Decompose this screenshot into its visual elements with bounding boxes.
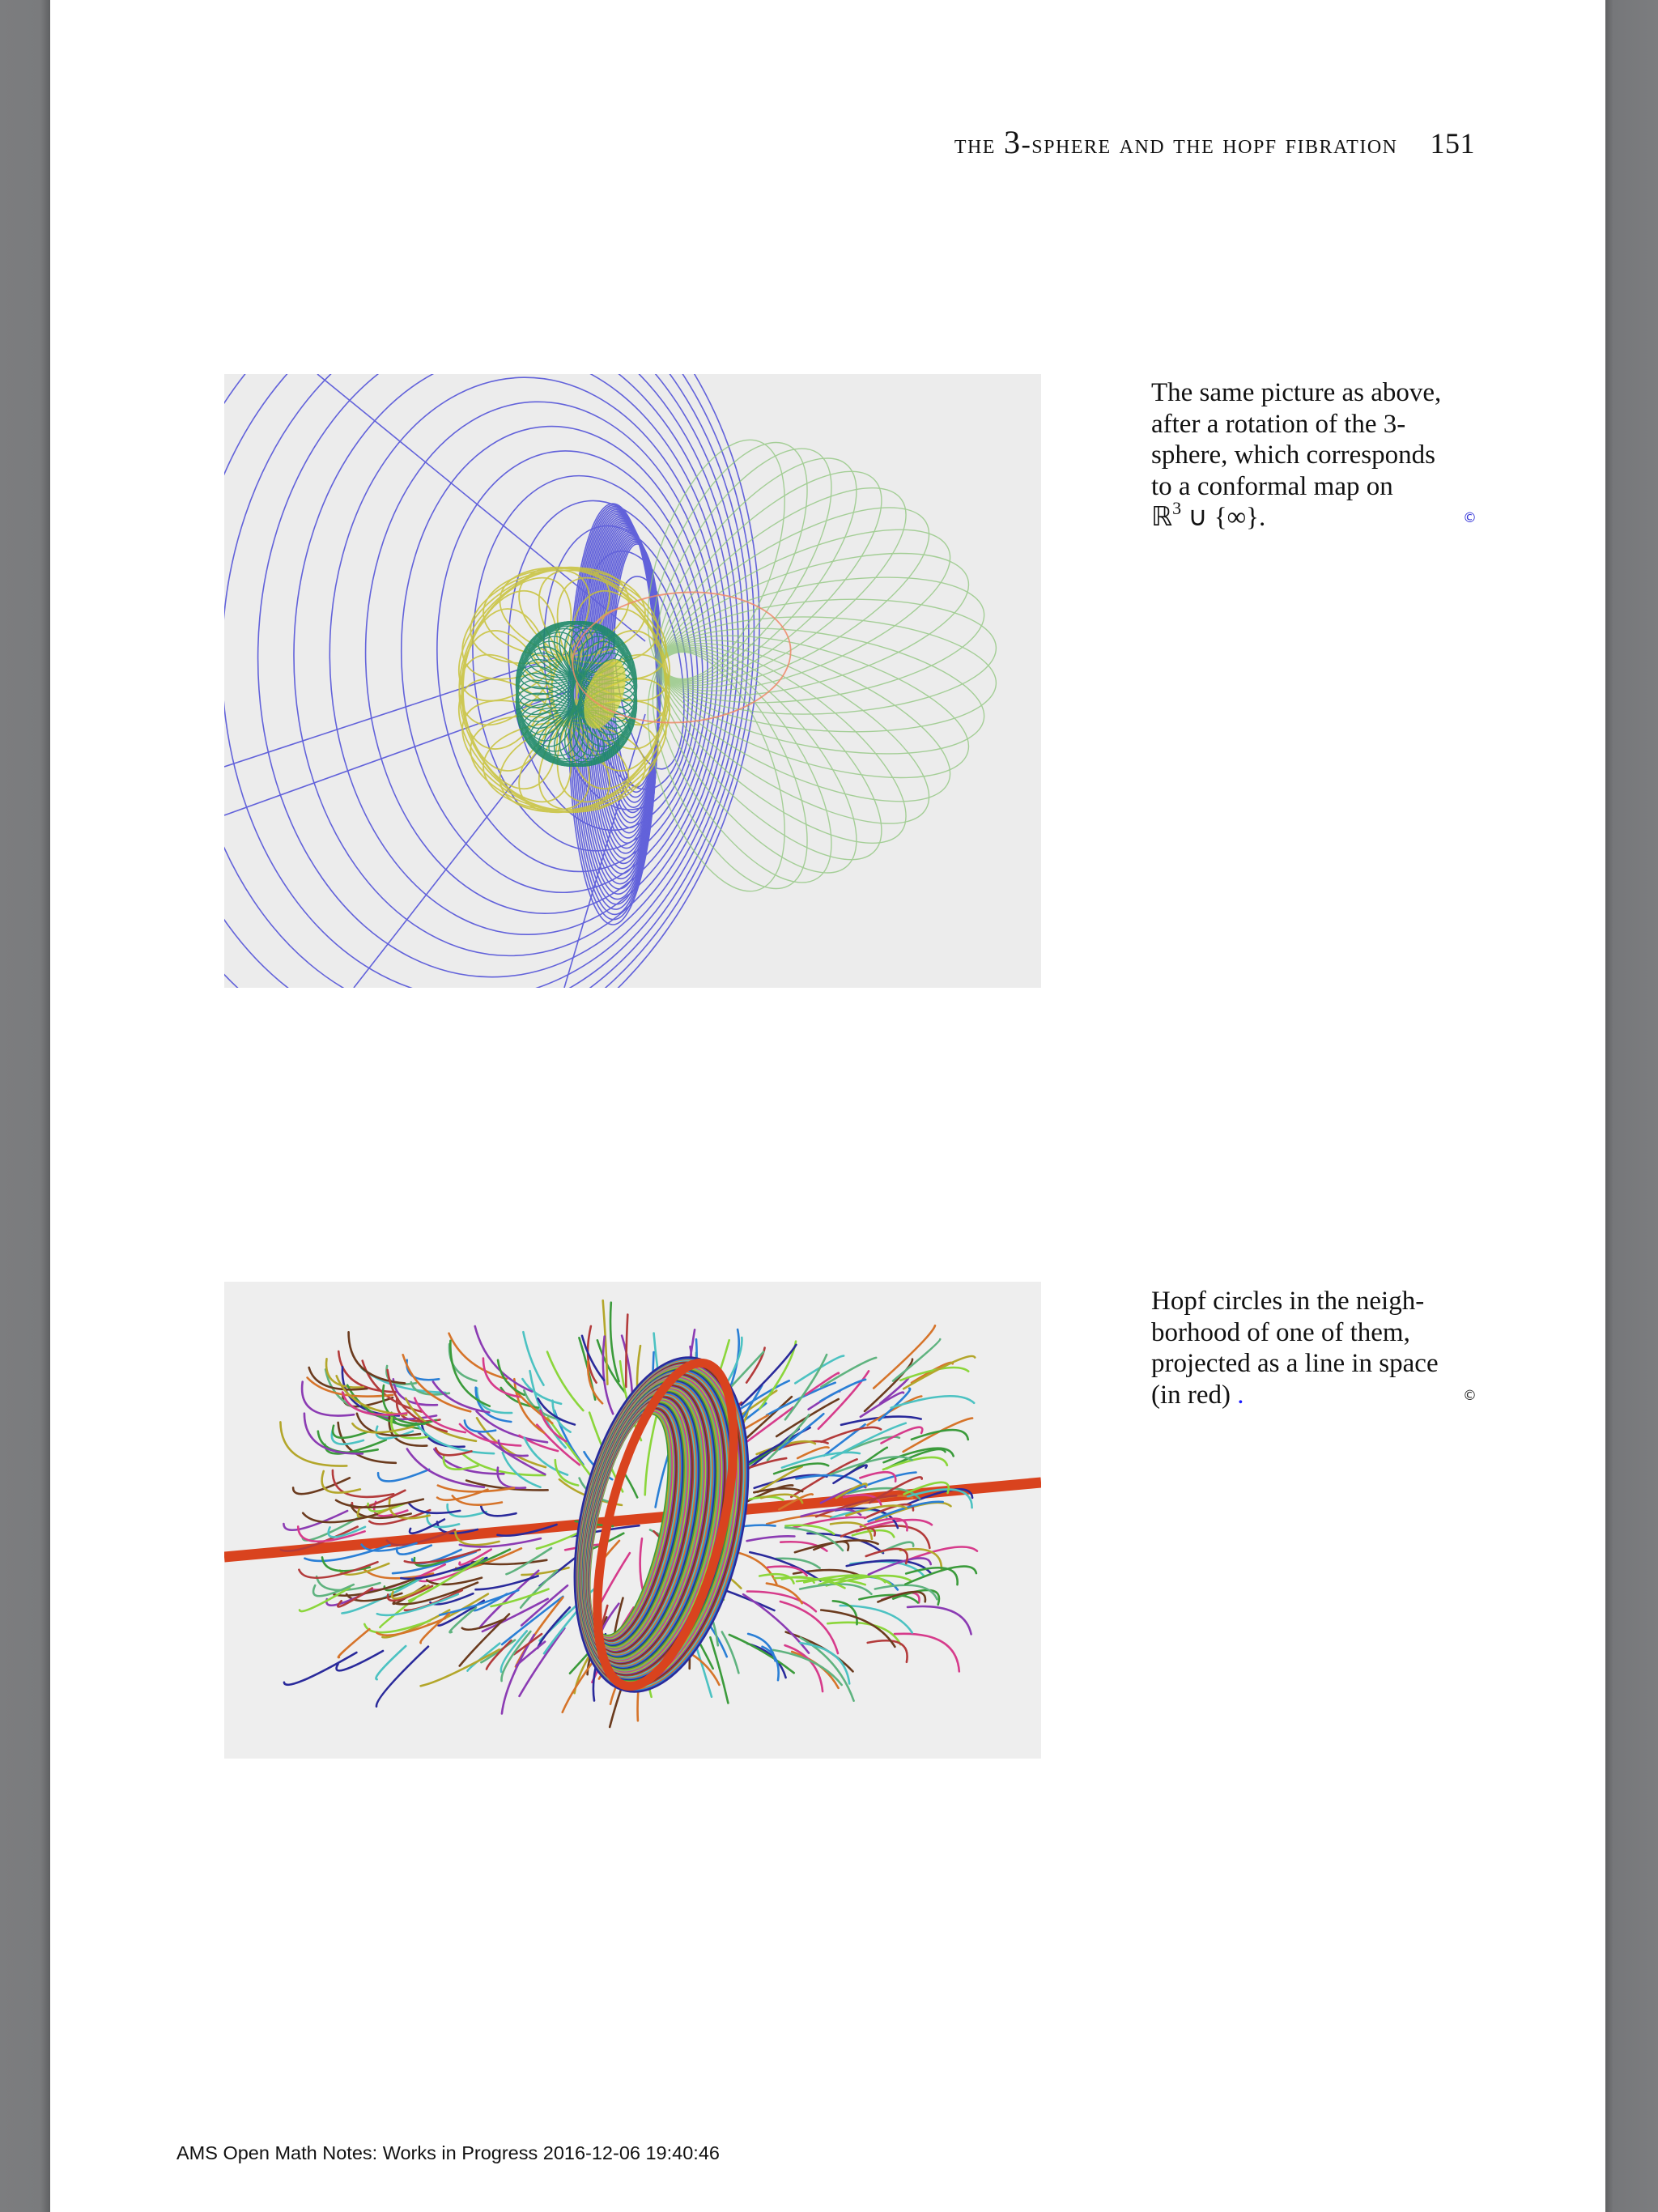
- running-head: [954, 123, 1475, 161]
- caption-line: sphere, which corresponds: [1151, 440, 1435, 470]
- page-number: 151: [1430, 127, 1475, 160]
- running-title-prefix: the: [954, 130, 1004, 160]
- math-period: .: [1259, 503, 1266, 532]
- caption-line: borhood of one of them,: [1151, 1317, 1410, 1347]
- math-reals: ℝ: [1151, 503, 1173, 532]
- caption-last-text: (in red): [1151, 1380, 1238, 1410]
- figure-2-caption: [1151, 1286, 1491, 1410]
- caption-math-line: [1151, 498, 1491, 534]
- hopf-circles-rendering: [224, 1282, 1041, 1759]
- viewer-background-right: [1605, 0, 1658, 2212]
- copyright-link-icon[interactable]: ©: [1463, 510, 1477, 526]
- figure-1-caption: [1151, 377, 1491, 534]
- caption-line: projected as a line in space: [1151, 1349, 1439, 1378]
- caption-line: The same picture as above,: [1151, 378, 1442, 407]
- viewer-background-left: [0, 0, 50, 2212]
- copyright-icon[interactable]: ©: [1463, 1388, 1477, 1404]
- caption-line: to a conformal map on: [1151, 471, 1393, 501]
- math-union-infinity: ∪ {∞}: [1181, 503, 1259, 532]
- running-title-number: 3: [1003, 124, 1022, 160]
- figure-hopf-fibration-rotated: [224, 374, 1041, 988]
- caption-line: [1151, 1380, 1491, 1411]
- math-superscript: 3: [1172, 498, 1182, 518]
- running-title-suffix: -sphere and the hopf fibration: [1021, 130, 1398, 160]
- caption-line: after a rotation of the 3-: [1151, 409, 1406, 439]
- hopf-fibration-rendering: [224, 374, 1041, 988]
- figure-hopf-circles-neighborhood: [224, 1282, 1041, 1759]
- running-title: [954, 124, 1398, 160]
- document-page: [50, 0, 1605, 2212]
- caption-link-dot[interactable]: .: [1237, 1380, 1244, 1410]
- caption-line: Hopf circles in the neigh-: [1151, 1287, 1425, 1316]
- page-footer: AMS Open Math Notes: Works in Progress 2016-12-06 19:40:46: [176, 2142, 720, 2163]
